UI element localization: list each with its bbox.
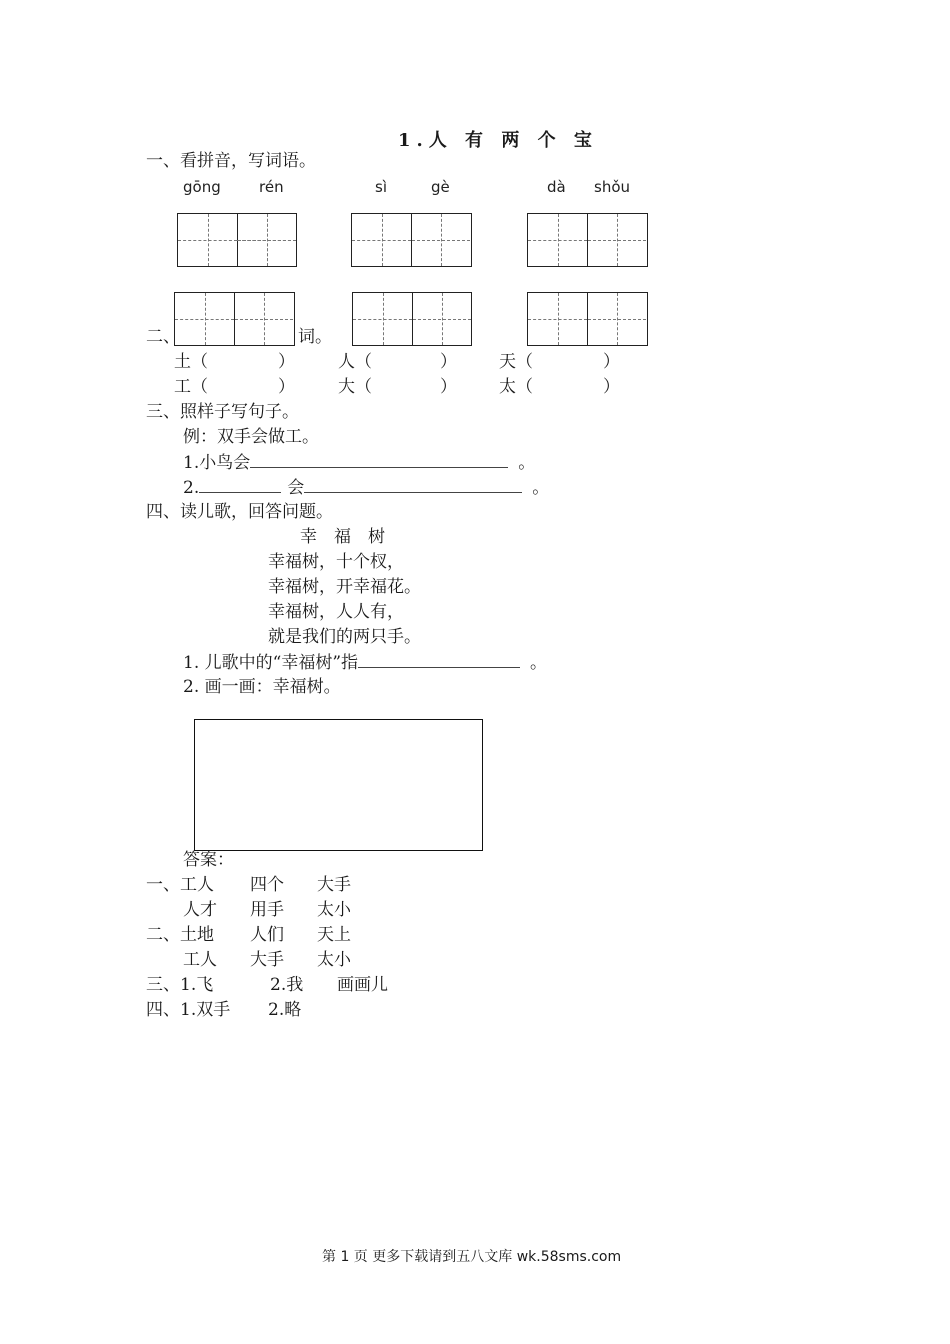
answer-item: 太小 — [317, 900, 351, 920]
word-prompt: 大（ — [338, 377, 372, 397]
answer-item: 2.我 — [270, 975, 304, 995]
writing-grid-6[interactable] — [527, 292, 648, 346]
answer-item: 四个 — [250, 875, 284, 895]
question-4-1 — [183, 651, 547, 674]
word-paren-close: ） — [440, 352, 457, 372]
section1-heading: 一、看拼音，写词语。 — [146, 151, 316, 171]
grid-cell[interactable] — [528, 293, 587, 345]
example-sentence: 例：双手会做工。 — [183, 427, 319, 447]
poem-title: 幸 福 树 — [300, 527, 385, 547]
answer-item: 大手 — [317, 875, 351, 895]
grid-cell[interactable] — [237, 214, 296, 266]
word-prompt: 工（ — [174, 377, 208, 397]
pinyin-2: rén — [259, 178, 284, 196]
writing-grid-5[interactable] — [352, 292, 472, 346]
period: 。 — [530, 653, 548, 673]
grid-cell[interactable] — [411, 214, 470, 266]
writing-grid-3[interactable] — [527, 213, 648, 267]
grid-cell[interactable] — [352, 214, 411, 266]
grid-cell[interactable] — [178, 214, 237, 266]
answer-line: 一、工人 — [146, 875, 214, 895]
grid-cell[interactable] — [412, 293, 471, 345]
poem-line: 幸福树，人人有， — [268, 602, 404, 622]
writing-grid-4[interactable] — [174, 292, 295, 346]
grid-cell[interactable] — [353, 293, 412, 345]
answer-blank[interactable] — [199, 476, 281, 493]
answer-blank[interactable] — [250, 451, 508, 468]
grid-cell[interactable] — [234, 293, 293, 345]
word-paren-close: ） — [603, 352, 620, 372]
question-3-1-prefix: 1.小鸟会 — [183, 453, 251, 473]
question-3-2-prefix: 2. — [183, 478, 200, 498]
period: 。 — [518, 453, 536, 473]
pinyin-3: sì — [375, 178, 387, 196]
answer-item: 用手 — [250, 900, 284, 920]
answer-line: 人才 — [183, 900, 217, 920]
word-paren-close: ） — [278, 352, 295, 372]
answer-item: 画画儿 — [337, 975, 388, 995]
answer-blank[interactable] — [304, 476, 522, 493]
pinyin-5: dà — [547, 178, 566, 196]
grid-cell[interactable] — [587, 214, 646, 266]
question-4-1-prefix: 1. 儿歌中的“幸福树”指 — [183, 653, 359, 673]
section2-heading-prefix: 二、 — [146, 327, 180, 347]
section4-heading: 四、读儿歌，回答问题。 — [146, 502, 333, 522]
answer-line: 二、土地 — [146, 925, 214, 945]
answers-label: 答案： — [183, 850, 234, 870]
answer-item: 大手 — [250, 950, 284, 970]
question-3-1 — [183, 451, 535, 474]
word-prompt: 天（ — [499, 352, 533, 372]
answer-item: 2.略 — [268, 1000, 302, 1020]
answer-item: 天上 — [317, 925, 351, 945]
question-4-2: 2. 画一画：幸福树。 — [183, 677, 341, 697]
word-paren-close: ） — [603, 377, 620, 397]
word-prompt: 土（ — [174, 352, 208, 372]
answer-item: 人们 — [250, 925, 284, 945]
writing-grid-2[interactable] — [351, 213, 472, 267]
grid-cell[interactable] — [175, 293, 234, 345]
answer-blank[interactable] — [358, 651, 520, 668]
answer-item: 太小 — [317, 950, 351, 970]
question-3-2-mid: 会 — [287, 478, 305, 498]
poem-line: 幸福树，开幸福花。 — [268, 577, 421, 597]
question-3-2 — [183, 476, 549, 499]
section3-heading: 三、照样子写句子。 — [146, 402, 299, 422]
page-footer: 第 1 页 更多下载请到五八文库 wk.58sms.com — [322, 1249, 622, 1265]
period: 。 — [532, 478, 550, 498]
word-paren-close: ） — [278, 377, 295, 397]
word-paren-close: ） — [440, 377, 457, 397]
pinyin-1: gōng — [183, 178, 221, 196]
answer-line: 四、1.双手 — [146, 1000, 231, 1020]
page-title: 1.人 有 两 个 宝 — [398, 130, 598, 151]
grid-cell[interactable] — [528, 214, 587, 266]
pinyin-4: gè — [431, 178, 450, 196]
grid-cell[interactable] — [587, 293, 646, 345]
word-prompt: 太（ — [499, 377, 533, 397]
writing-grid-1b[interactable] — [237, 213, 297, 267]
poem-line: 幸福树，十个杈， — [268, 552, 404, 572]
drawing-box[interactable] — [194, 719, 483, 851]
answer-line: 工人 — [183, 950, 217, 970]
poem-line: 就是我们的两只手。 — [268, 627, 421, 647]
answer-line: 三、1.飞 — [146, 975, 214, 995]
pinyin-6: shǒu — [594, 178, 631, 196]
word-prompt: 人（ — [338, 352, 372, 372]
section2-heading-suffix: 词。 — [298, 327, 332, 347]
